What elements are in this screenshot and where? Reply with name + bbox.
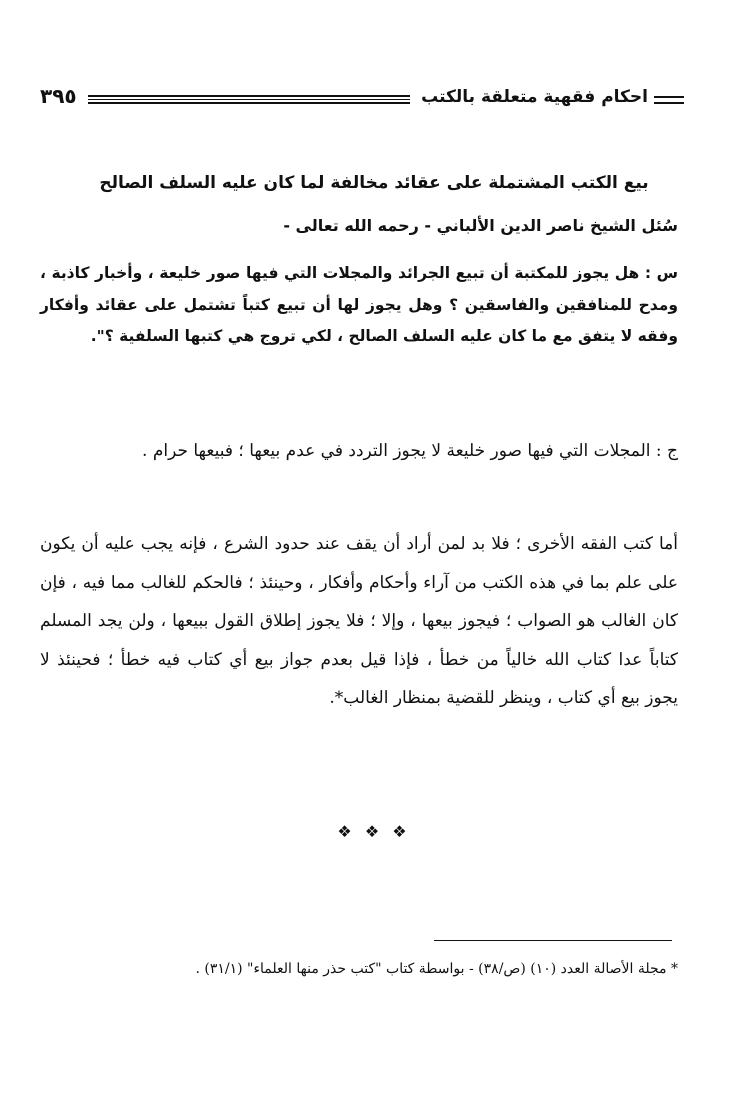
answer-paragraph: ج : المجلات التي فيها صور خليعة لا يجوز التردد في عدم بيعها ؛ فبيعها حرام .	[142, 441, 678, 461]
running-title: احكام فقهية متعلقة بالكتب	[421, 87, 648, 107]
section-separator-ornament: ❖ ❖ ❖	[337, 822, 411, 841]
header-rule-left	[88, 95, 410, 104]
ruling-paragraph: أما كتب الفقه الأخرى ؛ فلا بد لمن أراد أن يقف عند حدود الشرع ، فإنه يجب عليه أن يكون على علم بما في هذه الكتب من آراء وأحكام وأفكار ، وحينئذ ؛ فالحكم للغالب مما فيه ، فإن كان الغالب هو الصواب ؛ فيجوز بيعها ، وإلا ؛ فلا يجوز إطلاق القول ببيعها ، ولن يجد المسلم كتاباً عدا كتاب الله خالياً من خطأ ، فإذا قيل بعدم جواز بيع أي كتاب فيه خطأ ؛ فحينئذ لا يجوز بيع أي كتاب ، وينظر للقضية بمنظار الغالب*.	[40, 534, 678, 708]
header-rule-right	[654, 96, 684, 104]
footnote: * مجلة الأصالة العدد (١٠) (ص/٣٨) - بواسطة كتاب "كتب حذر منها العلماء" (٣١/١) .	[195, 961, 678, 977]
footnote-divider	[434, 940, 672, 941]
page-number: ٣٩٥	[40, 84, 77, 108]
question-paragraph: س : هل يجوز للمكتبة أن تبيع الجرائد والمجلات التي فيها صور خليعة ، وأخبار كاذبة ، ومدح للمنافقين والفاسقين ؟ وهل يجوز لها أن تبيع كتباً تشتمل على عقائد وأفكار وفقه لا يتفق مع ما كان عليه السلف الصالح ، لكي تروج هي كتبها السلفية ؟".	[40, 264, 678, 345]
section-title: بيع الكتب المشتملة على عقائد مخالفة لما كان عليه السلف الصالح	[99, 173, 649, 193]
attribution-line: سُئل الشيخ ناصر الدين الألباني - رحمه الله تعالى -	[283, 216, 678, 235]
